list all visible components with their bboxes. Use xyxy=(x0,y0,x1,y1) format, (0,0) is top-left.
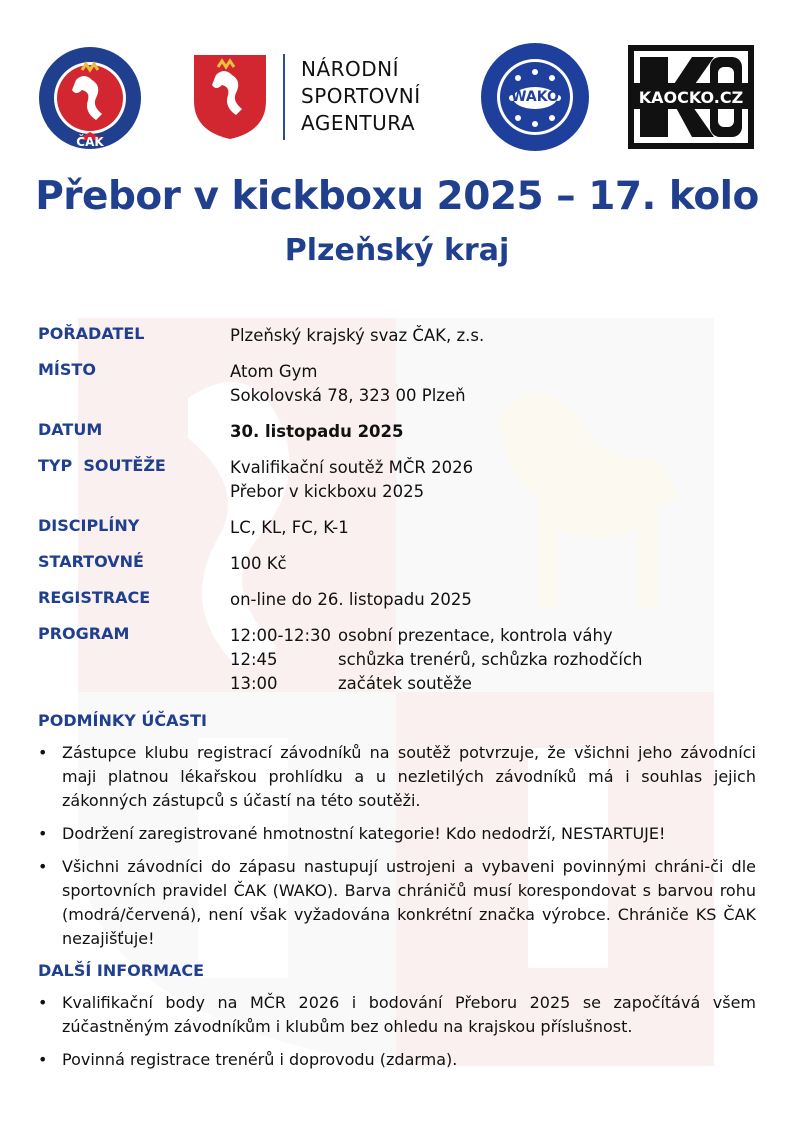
info-label: MÍSTO xyxy=(38,360,96,379)
info-value: Přebor v kickboxu 2025 xyxy=(230,482,425,501)
nsa-divider xyxy=(283,54,285,140)
info-row-registration xyxy=(38,588,758,624)
list-item xyxy=(38,1048,756,1072)
page-title: Přebor v kickboxu 2025 – 17. kolo xyxy=(35,174,759,219)
info-label: STARTOVNÉ xyxy=(38,552,144,571)
kaocko-label: KAOCKO.CZ xyxy=(638,88,744,107)
info-value: 100 Kč xyxy=(230,554,287,573)
event-info xyxy=(38,324,758,696)
list-item xyxy=(38,822,756,846)
conditions-heading: PODMÍNKY ÚČASTI xyxy=(38,711,207,730)
more-info-list xyxy=(38,991,756,1081)
info-row-place xyxy=(38,360,758,420)
program-text: začátek soutěže xyxy=(338,674,472,693)
cak-abbr: ČAK xyxy=(76,135,104,149)
program-text: osobní prezentace, kontrola váhy xyxy=(338,626,613,645)
conditions-list xyxy=(38,741,756,960)
info-value: Plzeňský krajský svaz ČAK, z.s. xyxy=(230,326,485,345)
list-item-text: Povinná registrace trenérů i doprovodu (zdarma). xyxy=(62,1050,458,1069)
nsa-wordmark xyxy=(301,56,421,137)
info-label: TYP SOUTĚŽE xyxy=(38,456,166,475)
bullet: • xyxy=(38,993,48,1012)
program-item xyxy=(230,624,758,648)
program-text: schůzka trenérů, schůzka rozhodčích xyxy=(338,650,643,669)
info-row-disciplines xyxy=(38,516,758,552)
info-label: PROGRAM xyxy=(38,624,130,643)
nsa-line-1: NÁRODNÍ xyxy=(301,57,400,81)
program-item xyxy=(230,672,758,696)
list-item xyxy=(38,855,756,951)
nsa-line-2: SPORTOVNÍ xyxy=(301,84,421,108)
program-item xyxy=(230,648,758,672)
list-item xyxy=(38,991,756,1039)
cak-ring-text xyxy=(40,44,140,54)
info-value: Kvalifikační soutěž MČR 2026 xyxy=(230,458,474,477)
info-row-date xyxy=(38,420,758,456)
info-label: DATUM xyxy=(38,420,103,439)
list-item-text: Kvalifikační body na MČR 2026 i bodování Přeboru 2025 se započítává všem zúčastněným závodníkům i klubům bez ohledu na krajskou příslušnost. xyxy=(62,993,756,1036)
info-value: Atom Gym xyxy=(230,362,318,381)
page-subtitle: Plzeňský kraj xyxy=(284,233,510,268)
info-value: Sokolovská 78, 323 00 Plzeň xyxy=(230,386,466,405)
wako-ring-text xyxy=(482,44,582,54)
nsa-lion-shield-icon xyxy=(192,53,268,141)
list-item xyxy=(38,741,756,813)
info-label: REGISTRACE xyxy=(38,588,151,607)
list-item-text: Zástupce klubu registrací závodníků na soutěž potvrzuje, že všichni jeho závodníci maji platnou lékařskou prohlídku a u nezletilých závodníků má i souhlas jejich zákonných zástupců s účastí na této soutěži. xyxy=(62,743,756,810)
wako-label: WAKO xyxy=(511,89,559,105)
info-row-organizer xyxy=(38,324,758,360)
list-item-text: Dodržení zaregistrované hmotnostní kategorie! Kdo nedodrží, NESTARTUJE! xyxy=(62,824,666,843)
more-info-heading: DALŠÍ INFORMACE xyxy=(38,961,205,980)
nsa-line-3: AGENTURA xyxy=(301,111,416,135)
program-time: 13:00 xyxy=(230,674,278,693)
bullet: • xyxy=(38,824,48,843)
info-value: LC, KL, FC, K-1 xyxy=(230,518,349,537)
program-time: 12:45 xyxy=(230,650,278,669)
bullet: • xyxy=(38,857,48,876)
info-row-competition-type xyxy=(38,456,758,516)
info-row-fee xyxy=(38,552,758,588)
info-value: on-line do 26. listopadu 2025 xyxy=(230,590,472,609)
info-row-program xyxy=(38,624,758,696)
info-label: DISCIPLÍNY xyxy=(38,516,140,535)
bullet: • xyxy=(38,743,48,762)
bullet: • xyxy=(38,1050,48,1069)
info-value: 30. listopadu 2025 xyxy=(230,422,404,441)
logo-bar xyxy=(0,0,794,160)
list-item-text: Všichni závodníci do zápasu nastupují ustrojeni a vybaveni povinnými chráni-či dle sportovních pravidel ČAK (WAKO). Barva chráničů musí korespondovat s barvou rohu (modrá/červená), není však vyžadována konkrétní značka výrobce. Chrániče KS ČAK nezajišťuje! xyxy=(62,857,756,948)
program-time: 12:00-12:30 xyxy=(230,626,332,645)
info-label: POŘADATEL xyxy=(38,324,145,343)
